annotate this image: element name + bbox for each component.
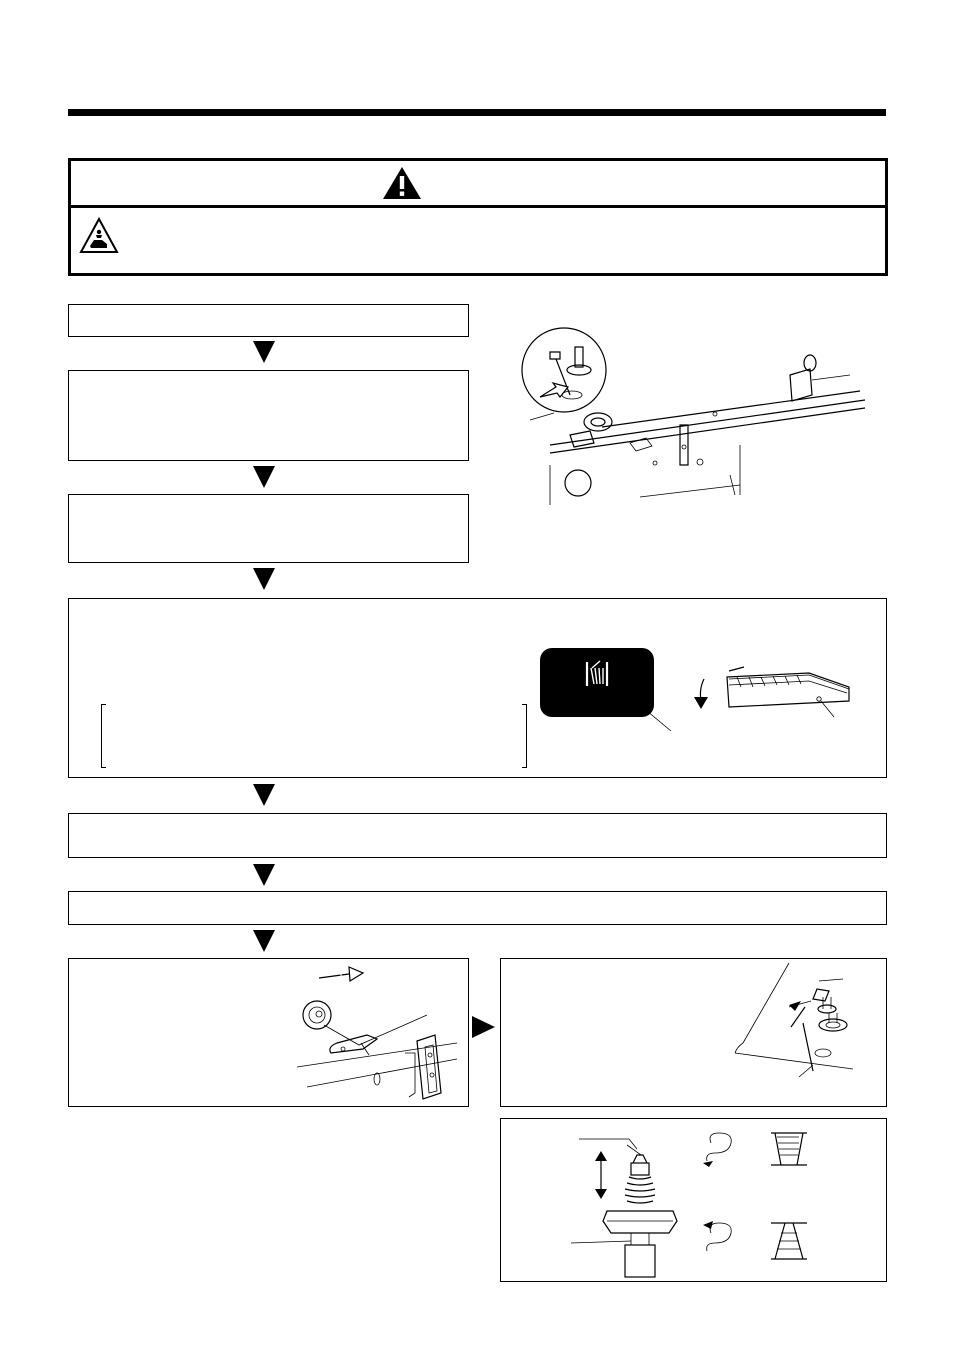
flow-step-5 [68,813,887,858]
zoom-circle [522,328,606,412]
caution-header [71,161,885,208]
flow-step-7 [68,958,469,1107]
bobbin-winder-key [540,648,654,717]
thread-cutting-illustration [297,963,467,1103]
note-bracket-right [522,704,527,768]
flow-step-1 [68,304,469,337]
down-triangle-arrow-icon [253,930,275,952]
hand-caution-icon [80,218,118,254]
tension-adjustment-illustration [571,1121,931,1281]
down-triangle-arrow-icon [253,341,275,363]
bobbin-winder-key-icon [584,658,610,688]
key-leader-line [647,711,687,741]
flow-step-2 [68,370,469,461]
flow-step-4 [68,598,887,778]
down-triangle-arrow-icon [253,784,275,806]
warning-triangle-icon [382,166,422,200]
flow-step-3 [68,494,469,563]
foot-pedal-icon [689,659,849,739]
bobbin-release-illustration [733,961,883,1106]
down-triangle-arrow-icon [253,466,275,488]
down-triangle-arrow-icon [253,568,275,590]
side-step-1 [500,958,887,1107]
side-step-2 [500,1118,887,1282]
note-bracket-left [101,704,106,768]
caution-box [68,158,888,276]
right-triangle-arrow-icon [472,1016,496,1038]
bobbin-winder-machine-illustration [520,325,870,505]
header-rule [68,109,886,116]
flow-step-6 [68,891,887,925]
down-triangle-arrow-icon [253,864,275,886]
